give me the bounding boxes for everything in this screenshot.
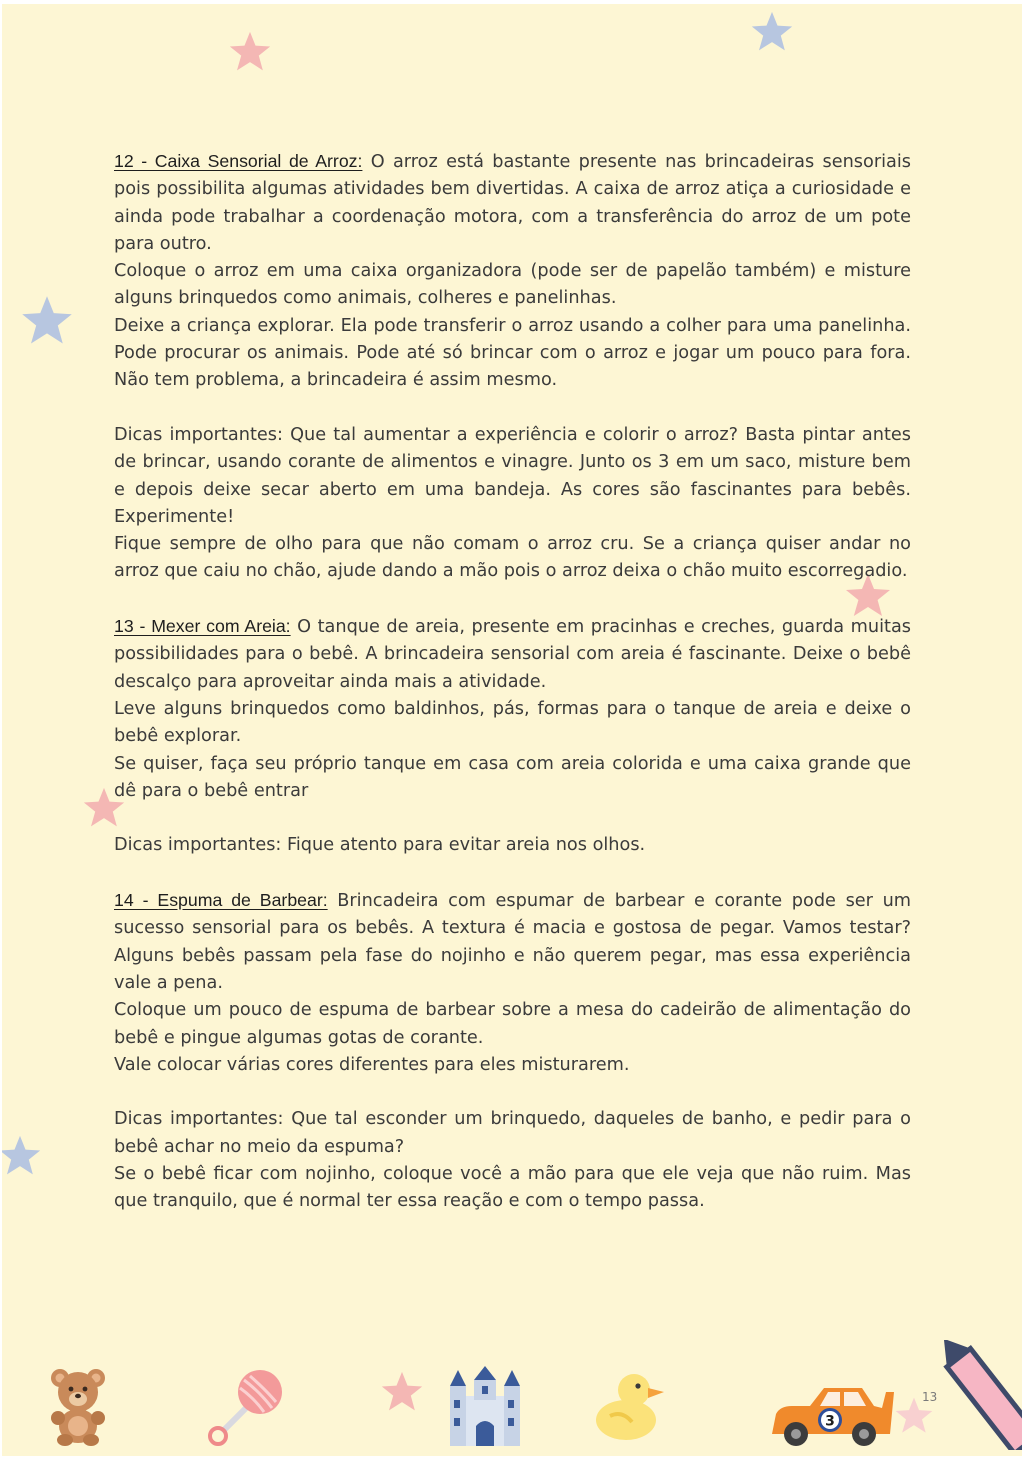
section-tip: Fique sempre de olho para que não comam o arroz cru. Se a criança quiser andar no arroz que caiu no chão, ajude dando a mão pois o arroz deixa o chão muito escorregadio. [114,534,911,582]
teddy-bear-icon [46,1366,110,1446]
pink-star-icon [228,30,272,74]
blue-star-icon [750,10,794,54]
section-12-intro [114,148,911,258]
section-paragraph: Deixe a criança explorar. Ela pode transferir o arroz usando a colher para uma panelinha. Pode procurar os animais. Pode até só brincar com o arroz e jogar um pouco para fora. Não tem problema, a brincadeira é assim mesmo. [114,315,911,391]
section-paragraph: Coloque um pouco de espuma de barbear sobre a mesa do cadeirão de alimentação do bebê e pingue algumas gotas de corante. [114,1000,911,1048]
section-heading: 12 - Caixa Sensorial de Arroz: [114,151,363,171]
article-body [114,148,911,1216]
section-14-intro [114,887,911,997]
section-paragraph: Se quiser, faça seu próprio tanque em casa com areia colorida e uma caixa grande que dê para o bebê entrar [114,753,911,801]
page [2,4,1022,1456]
section-heading: 13 - Mexer com Areia: [114,616,291,637]
race-car-icon [766,1378,894,1448]
section-tip: Se o bebê ficar com nojinho, coloque você a mão para que ele veja que não ruim. Mas que tranquilo, que é normal ter essa reação e com o tempo passa. [114,1163,911,1212]
section-13-intro [114,613,911,696]
section-paragraph: Leve alguns brinquedos como baldinhos, pás, formas para o tanque de areia e deixe o bebê explorar. [114,698,911,747]
page-number: 13 [922,1390,938,1404]
rattle-icon [202,1366,286,1450]
section-paragraph: Coloque o arroz em uma caixa organizadora (pode ser de papelão também) e misture alguns brinquedos como animais, colheres e panelinhas. [114,261,911,309]
crayon-icon [942,1340,1022,1450]
section-intro-text: O arroz está bastante presente nas brincadeiras sensoriais pois possibilita algumas atividades bem divertidas. A caixa de arroz atiça a curiosidade e ainda pode trabalhar a coordenação motora, com a transferência do arroz de um pote para outro. [114,152,911,254]
section-paragraph: Vale colocar várias cores diferentes para eles misturarem. [114,1054,630,1075]
section-tip: Dicas importantes: Que tal esconder um brinquedo, daqueles de banho, e pedir para o bebê achar no meio da espuma? [114,1109,911,1157]
section-tip: Dicas importantes: Fique atento para evitar areia nos olhos. [114,835,646,856]
section-tip: Dicas importantes: Que tal aumentar a experiência e colorir o arroz? Basta pintar antes de brincar, usando corante de alimentos e vinagre. Junto os 3 em um saco, misture bem e depois deixe secar aberto em uma bandeja. As cores são fascinantes para bebês. Experimente! [114,424,911,527]
blue-star-icon [2,1134,42,1178]
blue-star-icon [20,294,74,348]
rubber-duck-icon [592,1366,668,1446]
section-intro-text: Brincadeira com espumar de barbear e corante pode ser um sucesso sensorial para os bebês. A textura é macia e gostosa de pegar. Vamos testar? Alguns bebês passam pela fase do nojinho e não querem pegar, mas essa experiência vale a pena. [114,891,912,993]
castle-icon [442,1366,528,1448]
section-heading: 14 - Espuma de Barbear: [114,890,328,911]
pink-star-icon [380,1370,424,1414]
car-number-label: 3 [825,1413,835,1430]
section-intro-text: O tanque de areia, presente em pracinhas e creches, guarda muitas possibilidades para o bebê. A brincadeira sensorial com areia é fascinante. Deixe o bebê descalço para aproveitar ainda mais a atividade. [114,617,912,692]
